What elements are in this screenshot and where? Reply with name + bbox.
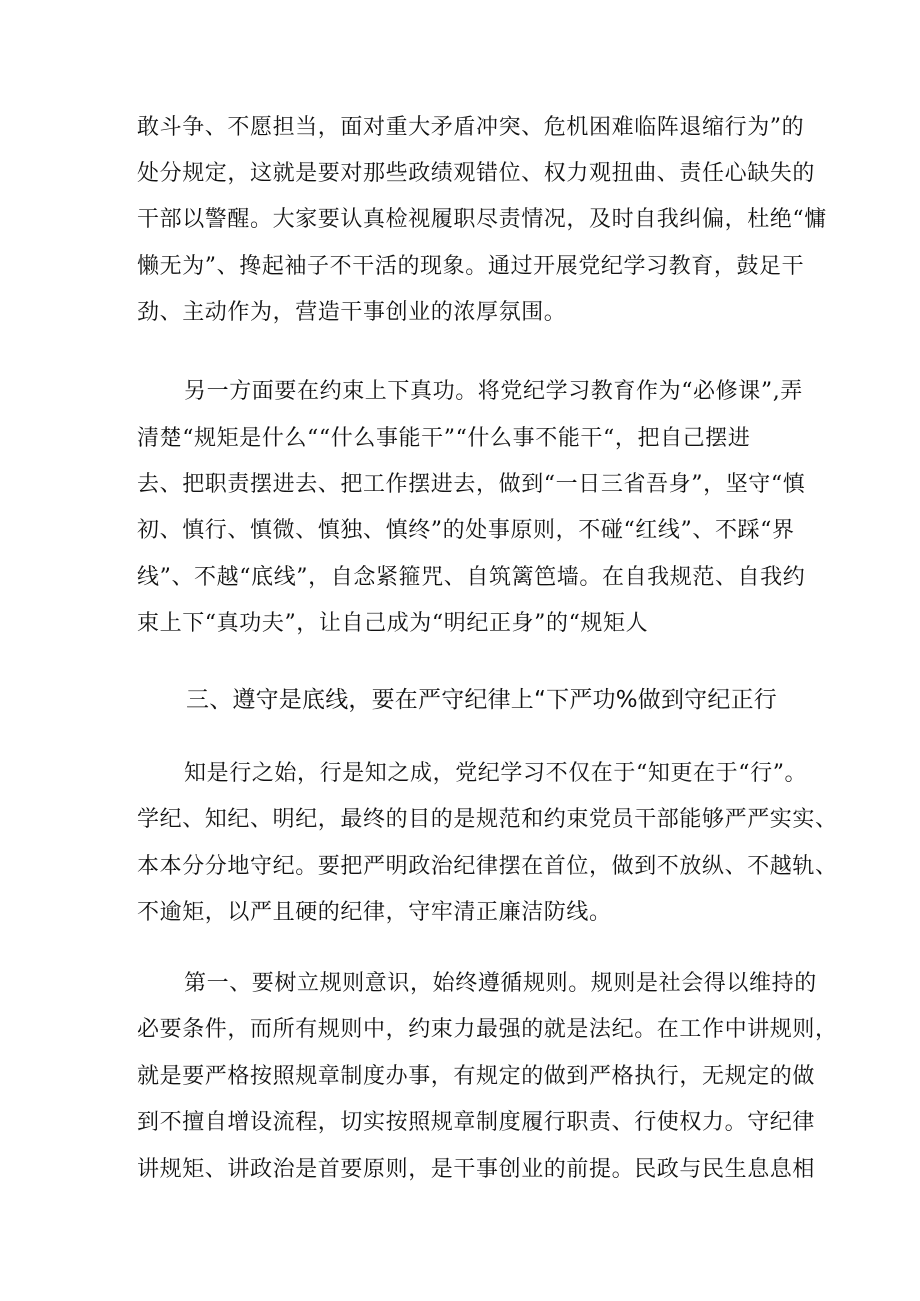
- text-line: 另一方面要在约束上下真功。将党纪学习教育作为“必修课”,弄: [184, 379, 803, 404]
- text-line: 必要条件，而所有规则中，约束力最强的就是法纪。在工作中讲规则，: [137, 1017, 838, 1042]
- text-line: 懒无为”、搀起袖子不干活的现象。通过开展党纪学习教育，鼓足干: [137, 254, 805, 279]
- text-line: 劲、主动作为，营造干事创业的浓厚氛围。: [137, 300, 567, 325]
- text-line: 线”、不越“底线”，自念紧箍咒、自筑篱笆墙。在自我规范、自我约: [137, 565, 806, 590]
- text-line: 到不擅自增设流程，切实按照规章制度履行职责、行使权力。守纪律: [137, 1110, 816, 1135]
- section-heading: 三、遵守是底线，要在严守纪律上“下严功%做到守纪正行: [186, 687, 777, 713]
- text-line: 学纪、知纪、明纪，最终的目的是规范和约束党员干部能够严严实实、: [137, 807, 838, 832]
- text-line: 初、慎行、慎微、慎独、慎终”的处事原则，不碰“红线”、不踩“界: [137, 518, 795, 543]
- text-line: 敢斗争、不愿担当，面对重大矛盾冲突、危机困难临阵退缩行为”的: [137, 115, 805, 140]
- text-line: 不逾矩，以严且硬的纪律，守牢清正廉洁防线。: [137, 900, 612, 925]
- text-line: 讲规矩、讲政治是首要原则，是干事创业的前提。民政与民生息息相: [137, 1157, 816, 1182]
- text-line: 第一、要树立规则意识，始终遵循规则。规则是社会得以维持的: [184, 971, 817, 996]
- text-line: 束上下“真功夫”，让自己成为“明纪正身”的“规矩人: [137, 611, 649, 636]
- text-line: 就是要严格按照规章制度办事，有规定的做到严格执行，无规定的做: [137, 1064, 816, 1089]
- text-line: 处分规定，这就是要对那些政绩观错位、权力观扭曲、责任心缺失的: [137, 161, 816, 186]
- text-line: 清楚“规矩是什么““什么事能干”“什么事不能干“，把自己摆进: [137, 426, 751, 451]
- text-line: 干部以警醒。大家要认真检视履职尽责情况，及时自我纠偏，杜绝“慵: [137, 207, 827, 232]
- text-line: 知是行之始，行是知之成，党纪学习不仅在于“知更在于“行”。: [184, 761, 808, 786]
- text-line: 本本分分地守纪。要把严明政治纪律摆在首位，做到不放纵、不越轨、: [137, 854, 838, 879]
- text-line: 去、把职责摆进去、把工作摆进去，做到“一日三省吾身”，坚守“慎: [137, 472, 806, 497]
